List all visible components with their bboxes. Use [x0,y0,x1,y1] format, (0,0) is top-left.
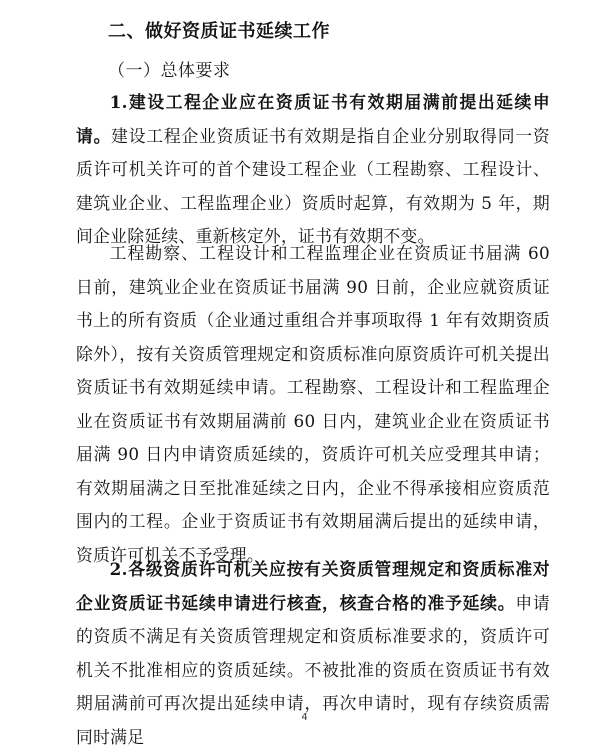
paragraph-1-text: 建设工程企业资质证书有效期是指自企业分别取得同一资质许可机关许可的首个建设工程企业（工程勘察、工程设计、建筑业企业、工程监理企业）资质时起算，有效期为 5 年，期间企业除延续、重新核定外，证书有效期不变。 [76,125,550,246]
page-number: 4 [301,712,308,723]
paragraph-3-lead: 2.各级资质许可机关应按有关资质管理规定和资质标准对企业资质证书延续申请进行核查，核查合格的准予延续。 [76,559,550,613]
paragraph-1-lead: 1.建设工程企业应在资质证书有效期届满前提出延续申请。 [76,92,550,146]
paragraph-1 [76,86,550,254]
paragraph-3-text: 申请的资质不满足有关资质管理规定和资质标准要求的，资质许可机关不批准相应的资质延续。不被批准的资质在资质证书有效期届满前可再次提出延续申请，再次申请时，现有存续资质需同时满足 [76,592,550,747]
paragraph-3 [76,553,550,754]
section-heading: 二、做好资质证书延续工作 [108,21,330,42]
paragraph-2-text: 工程勘察、工程设计和工程监理企业在资质证书届满 60 日前，建筑业企业在资质证书届满 90 日前，企业应就资质证书上的所有资质（企业通过重组合并事项取得 1 年有效期资质除外），按有关资质管理规定和资质标准向原资质许可机关提出资质证书有效期延续申请。工程勘察、工程设计和工程监理企业在资质证书有效期届满前 60 日内，建筑业企业在资质证书届满 90 日内申请资质延续的，资质许可机关应受理其申请；有效期届满之日至批准延续之日内，企业不得承接相应资质范围内的工程。企业于资质证书有效期届满后提出的延续申请，资质许可机关不予受理。 [76,243,550,565]
paragraph-2 [76,237,550,572]
subsection-heading: （一）总体要求 [108,61,231,81]
